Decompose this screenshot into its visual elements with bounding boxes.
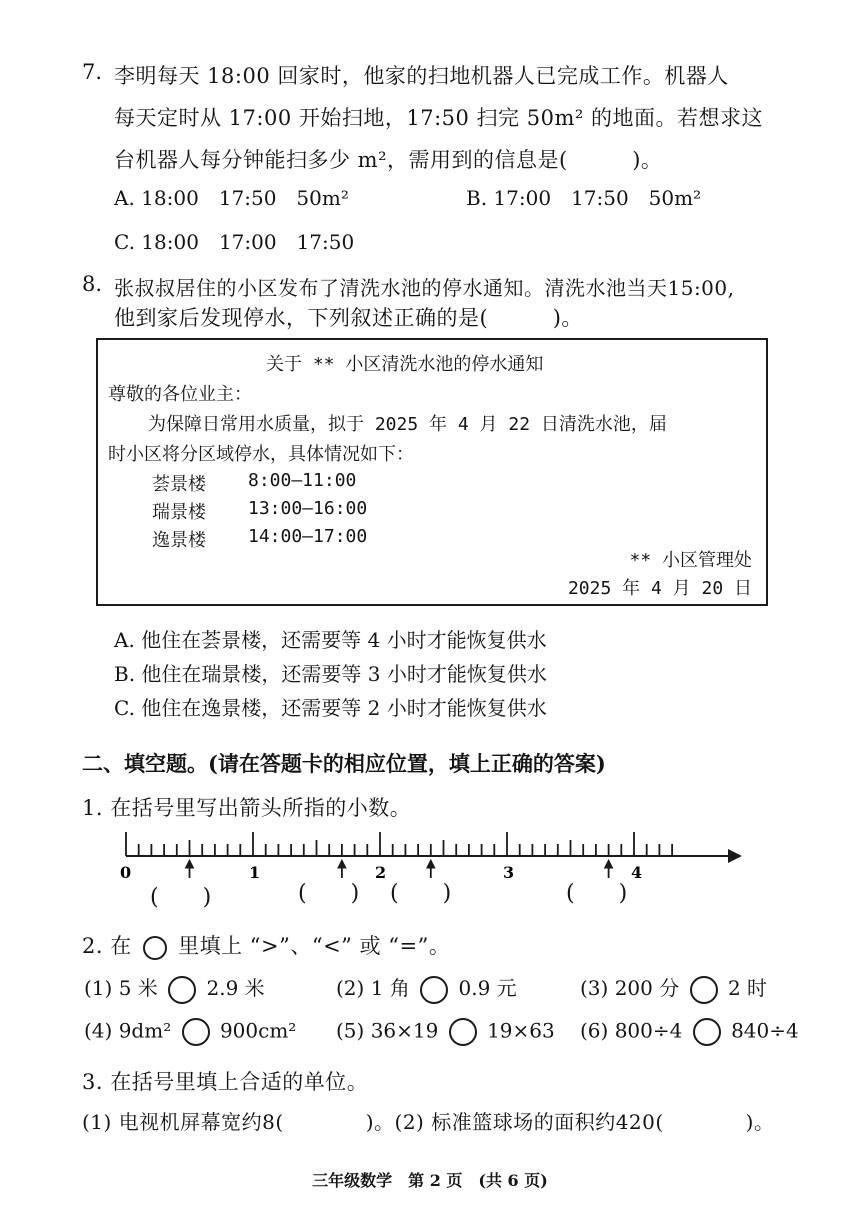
question-8-line-2: 他到家后发现停水，下列叙述正确的是( )。 xyxy=(114,306,583,330)
compare-circle-6[interactable] xyxy=(693,1018,721,1046)
item-left: 5 米 xyxy=(118,976,158,1000)
question-7-option-b[interactable]: B. 17:00 17:50 50m² xyxy=(466,186,702,210)
item-left: 800÷4 xyxy=(614,1018,683,1043)
answer-blank-2[interactable]: ( ) xyxy=(298,881,360,906)
compare-circle-1[interactable] xyxy=(168,976,196,1004)
water-outage-notice xyxy=(96,338,768,606)
notice-time-1: 8:00–11:00 xyxy=(248,470,357,491)
item-right: 840÷4 xyxy=(731,1018,799,1043)
compare-circle-4[interactable] xyxy=(182,1018,210,1046)
answer-blank-3[interactable]: ( ) xyxy=(390,881,452,906)
item-right: 2 时 xyxy=(727,976,768,1000)
question-7-number: 7. xyxy=(82,60,103,84)
page-footer: 三年级数学 第 2 页 (共 6 页) xyxy=(312,1171,548,1190)
question-8-line-1: 张叔叔居住的小区发布了清洗水池的停水通知。清洗水池当天15:00, xyxy=(114,276,735,300)
number-line-label-1: 1 xyxy=(249,863,261,882)
number-line-label-3: 3 xyxy=(503,863,515,882)
question-8-number: 8. xyxy=(82,272,103,296)
fill-1-text: 1. 在括号里写出箭头所指的小数。 xyxy=(82,796,412,820)
item-number: (3) xyxy=(580,976,609,1000)
question-7-line-2: 每天定时从 17:00 开始扫地，17:50 扫完 50m² 的地面。若想求这 xyxy=(114,106,763,130)
item-right: 900cm² xyxy=(219,1018,297,1043)
number-line-label-0: 0 xyxy=(120,863,132,882)
notice-date: 2025 年 4 月 20 日 xyxy=(567,578,752,599)
notice-time-2: 13:00–16:00 xyxy=(248,498,368,519)
item-left: 1 角 xyxy=(370,976,410,1000)
answer-blank-4[interactable]: ( ) xyxy=(566,881,628,906)
compare-circle-2[interactable] xyxy=(420,976,448,1004)
question-7-line-3: 台机器人每分钟能扫多少 m²，需用到的信息是( )。 xyxy=(114,148,663,172)
item-right: 2.9 米 xyxy=(206,976,265,1000)
notice-signer: ** 小区管理处 xyxy=(629,550,752,571)
notice-body-1: 为保障日常用水质量，拟于 2025 年 4 月 22 日清洗水池，届 xyxy=(148,414,667,435)
compare-item-5 xyxy=(336,1018,555,1046)
notice-greeting: 尊敬的各位业主： xyxy=(108,384,252,405)
number-line-label-2: 2 xyxy=(375,863,387,882)
question-7-line-1: 李明每天 18:00 回家时，他家的扫地机器人已完成工作。机器人 xyxy=(114,64,729,88)
item-right: 0.9 元 xyxy=(458,976,517,1000)
compare-item-3 xyxy=(580,972,767,1004)
item-number: (4) xyxy=(84,1018,113,1043)
compare-circle-3[interactable] xyxy=(690,976,718,1004)
fill-2-prefix: 2. 在 xyxy=(82,934,132,958)
compare-item-4 xyxy=(84,1018,296,1046)
arrow-up-icon xyxy=(186,860,194,878)
question-8-option-b[interactable]: B. 他住在瑞景楼，还需要等 3 小时才能恢复供水 xyxy=(114,662,547,686)
item-number: (5) xyxy=(336,1018,365,1043)
item-left: 200 分 xyxy=(614,976,680,1000)
fill-3-line: (1) 电视机屏幕宽约8( )。(2) 标准篮球场的面积约420( )。 xyxy=(82,1110,775,1134)
compare-item-2 xyxy=(336,972,517,1004)
item-right: 19×63 xyxy=(487,1018,555,1043)
question-7-option-c[interactable]: C. 18:00 17:00 17:50 xyxy=(114,230,355,254)
item-number: (1) xyxy=(84,976,113,1000)
question-8-option-a[interactable]: A. 他住在荟景楼，还需要等 4 小时才能恢复供水 xyxy=(114,628,547,652)
section-2-title: 二、填空题。(请在答题卡的相应位置，填上正确的答案) xyxy=(82,751,606,776)
fill-3-text: 3. 在括号里填上合适的单位。 xyxy=(82,1070,369,1094)
circle-icon xyxy=(143,936,167,960)
notice-building-3: 逸景楼 xyxy=(152,530,206,551)
notice-body-2: 时小区将分区域停水，具体情况如下： xyxy=(108,444,414,465)
item-left: 36×19 xyxy=(370,1018,439,1043)
fill-2-text xyxy=(82,930,450,960)
item-number: (2) xyxy=(336,976,365,1000)
question-8-option-c[interactable]: C. 他住在逸景楼，还需要等 2 小时才能恢复供水 xyxy=(114,696,547,720)
notice-building-2: 瑞景楼 xyxy=(152,502,206,523)
item-number: (6) xyxy=(580,1018,609,1043)
compare-item-6 xyxy=(580,1018,799,1046)
notice-building-1: 荟景楼 xyxy=(152,474,206,495)
notice-time-3: 14:00–17:00 xyxy=(248,526,368,547)
number-line-label-4: 4 xyxy=(631,863,643,882)
compare-circle-5[interactable] xyxy=(449,1018,477,1046)
item-left: 9dm² xyxy=(118,1018,172,1043)
question-7-option-a[interactable]: A. 18:00 17:50 50m² xyxy=(114,186,349,210)
compare-item-1 xyxy=(84,972,265,1004)
fill-2-suffix: 里填上 “>”、“<” 或 “=”。 xyxy=(178,934,451,958)
answer-blank-1[interactable]: ( ) xyxy=(150,885,212,910)
notice-title: 关于 ** 小区清洗水池的停水通知 xyxy=(266,354,544,375)
